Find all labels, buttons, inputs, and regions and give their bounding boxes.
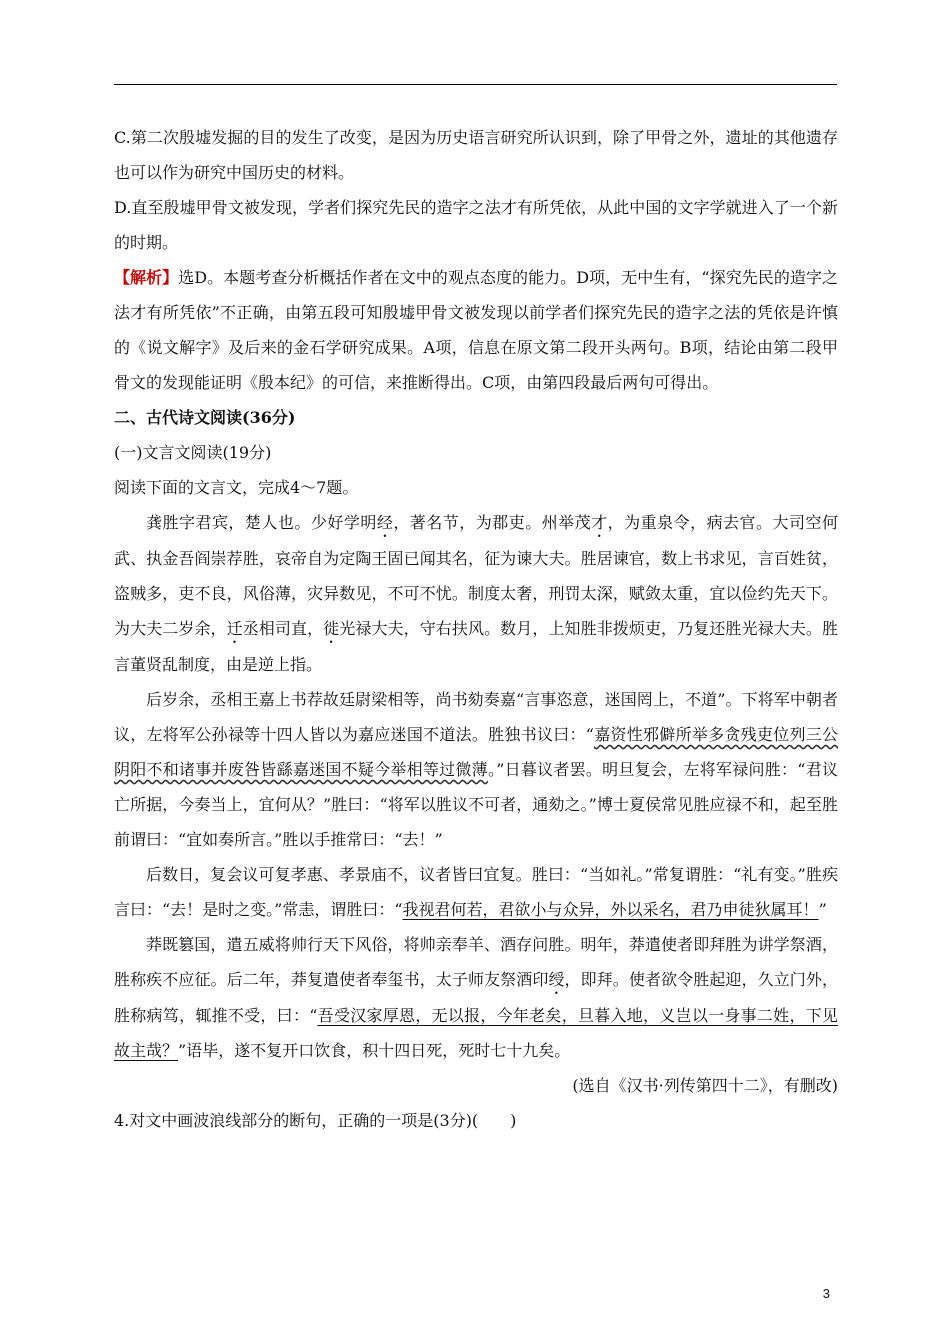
passage-paragraph-1	[114, 505, 838, 682]
analysis-text: 选D。本题考查分析概括作者在文中的观点态度的能力。D项，无中生有，“探究先民的造字之法才有所凭依”不正确，由第五段可知殷墟甲骨文被发现以前学者们探究先民的造字之法的凭依是许慎的《说文解字》及后来的金石学研究成果。A项，信息在原文第二段开头两句。B项，结论由第二段甲骨文的发现能证明《殷本纪》的可信，来推断得出。C项，由第四段最后两句可得出。	[114, 268, 838, 392]
passage-paragraph-2	[114, 682, 838, 857]
dotted-word: 迁	[226, 619, 243, 638]
instruction: 阅读下面的文言文，完成4～7题。	[114, 478, 359, 497]
text: 莽既篡国，遣五威将帅行天下风俗，将帅亲奉羊、酒存问胜。明年，莽遣使者即拜胜为讲学祭酒，胜称疾不应征。后二年，莽复遣使者奉玺书，太子师友祭酒印	[114, 935, 838, 989]
text: 丞相司直，	[242, 619, 324, 638]
underlined-text: 吾受汉家厚恩，无以报，今年老矣，旦暮入地，义岂以一身事二姓，下见故主哉？	[114, 1006, 838, 1060]
question-4: 4.对文中画波浪线部分的断句，正确的一项是(3分)( )	[114, 1111, 517, 1130]
analysis	[114, 260, 838, 400]
source-citation: (选自《汉书·列传第四十二》，有删改)	[572, 1076, 838, 1095]
text: 光禄大夫，守右扶风。数月，上知胜非拨烦吏，乃复还胜光禄大夫。胜言董贤乱制度，由是逆上指。	[114, 619, 838, 674]
analysis-tag: 【解析】	[114, 268, 179, 287]
subsection-title: (一)文言文阅读(19分)	[114, 443, 272, 462]
section-title: 二、古代诗文阅读(36分)	[114, 408, 296, 427]
text: 龚胜字君宾，楚人也。少好学明	[146, 513, 377, 532]
text: 后数日，复会议可复孝惠、孝景庙不，议者皆曰宜复。胜曰：“当如礼。”常复谓胜：“礼有变。”胜疾言曰：“去！是时之变。”常恚，谓胜曰：“	[114, 865, 838, 919]
text: ”语毕，遂不复开口饮食，积十四日死，死时七十九矣。	[178, 1041, 571, 1060]
dotted-word: 经	[376, 513, 394, 532]
text: ”	[818, 900, 827, 919]
option-c: C.第二次殷墟发掘的目的发生了改变，是因为历史语言研究所认识到，除了甲骨之外，遗址的其他遗存也可以作为研究中国历史的材料。	[114, 128, 838, 182]
option-d: D.直至殷墟甲骨文被发现，学者们探究先民的造字之法才有所凭依，从此中国的文字学就进入了一个新的时期。	[114, 198, 838, 252]
text: ，为重泉令，病去官。大司空何武、执金吾阎崇荐胜，哀帝自为定陶王固已闻其名，征为谏大夫。胜居谏官，数上书求见，言百姓贫，盗贼多，吏不良，风俗薄，灾异数见，不可不忧。制度太奢，刑罚太深，赋敛太重，宜以俭约先天下。为大夫二岁余，	[114, 513, 838, 638]
dotted-word: 徙	[323, 619, 340, 638]
text: ，著名节，为郡吏。州举茂	[393, 513, 592, 532]
passage-paragraph-4	[114, 927, 838, 1068]
text: 后岁余，丞相王嘉上书荐故廷尉梁相等，尚书劾奏嘉“言事恣意，迷国罔上，不道”。下将军中朝者议，左将军公孙禄等十四人皆以为嘉应迷国不道法。胜独书议曰：“	[114, 690, 838, 744]
header-rule	[114, 84, 837, 85]
page-number: 3	[822, 1286, 830, 1301]
text: 。”日暮议者罢。明旦复会，左将军禄问胜：“君议亡所据，今奏当上，宜何从？”胜曰：“将军以胜议不可者，通劾之。”博士夏侯常见胜应禄不和，起至胜前谓曰：“宜如奏所言。”胜以手推常曰：“去！”	[114, 760, 838, 849]
document-body	[114, 120, 838, 1138]
dotted-word: 才	[591, 513, 608, 532]
text: ，即拜。使者欲令胜起迎，久立门外，胜称病笃，辄推不受，曰：“	[114, 970, 838, 1025]
passage-paragraph-3	[114, 857, 838, 927]
wavy-underlined-text: 嘉资性邪僻所举多贪残吏位列三公阴阳不和诸事并废咎皆繇嘉迷国不疑今举相等过微薄	[114, 725, 838, 779]
dotted-word: 绶	[548, 970, 565, 989]
underlined-text: 我视君何若，君欲小与众异，外以采名，君乃申徒狄属耳！	[402, 900, 819, 919]
